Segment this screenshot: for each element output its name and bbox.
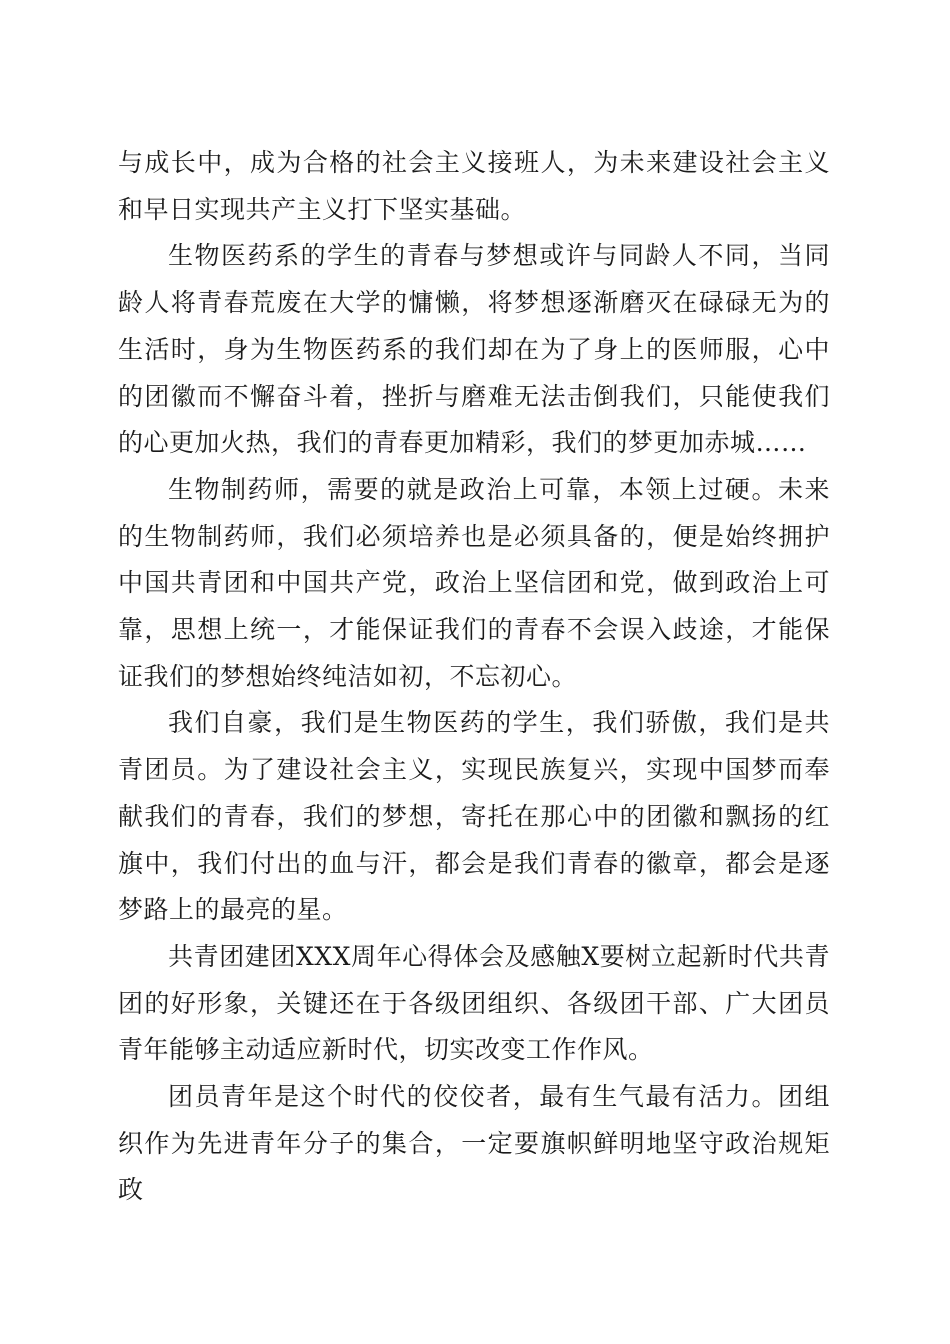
paragraph-1: 与成长中，成为合格的社会主义接班人，为未来建设社会主义和早日实现共产主义打下坚实基础。 <box>118 148 830 224</box>
paragraph-3: 生物制药师，需要的就是政治上可靠，本领上过硬。未来的生物制药师，我们必须培养也是必须具备的，便是始终拥护中国共青团和中国共产党，政治上坚信团和党，做到政治上可靠，思想上统一，才能保证我们的青春不会误入歧途，才能保证我们的梦想始终纯洁如初，不忘初心。 <box>118 474 830 691</box>
paragraph-6: 团员青年是这个时代的佼佼者，最有生气最有活力。团组织作为先进青年分子的集合，一定要旗帜鲜明地坚守政治规矩政 <box>118 1082 830 1205</box>
paragraph-2: 生物医药系的学生的青春与梦想或许与同龄人不同，当同龄人将青春荒废在大学的慵懒，将梦想逐渐磨灭在碌碌无为的生活时，身为生物医药系的我们却在为了身上的医师服，心中的团徽而不懈奋斗着，挫折与磨难无法击倒我们，只能使我们的心更加火热，我们的青春更加精彩，我们的梦更加赤城…… <box>118 241 830 458</box>
paragraph-4: 我们自豪，我们是生物医药的学生，我们骄傲，我们是共青团员。为了建设社会主义，实现民族复兴，实现中国梦而奉献我们的青春，我们的梦想，寄托在那心中的团徽和飘扬的红旗中，我们付出的血与汗，都会是我们青春的徽章，都会是逐梦路上的最亮的星。 <box>118 708 830 925</box>
paragraph-5: 共青团建团XXX周年心得体会及感触X要树立起新时代共青团的好形象，关键还在于各级团组织、各级团干部、广大团员青年能够主动适应新时代，切实改变工作作风。 <box>118 941 830 1065</box>
document-page <box>118 140 830 1214</box>
